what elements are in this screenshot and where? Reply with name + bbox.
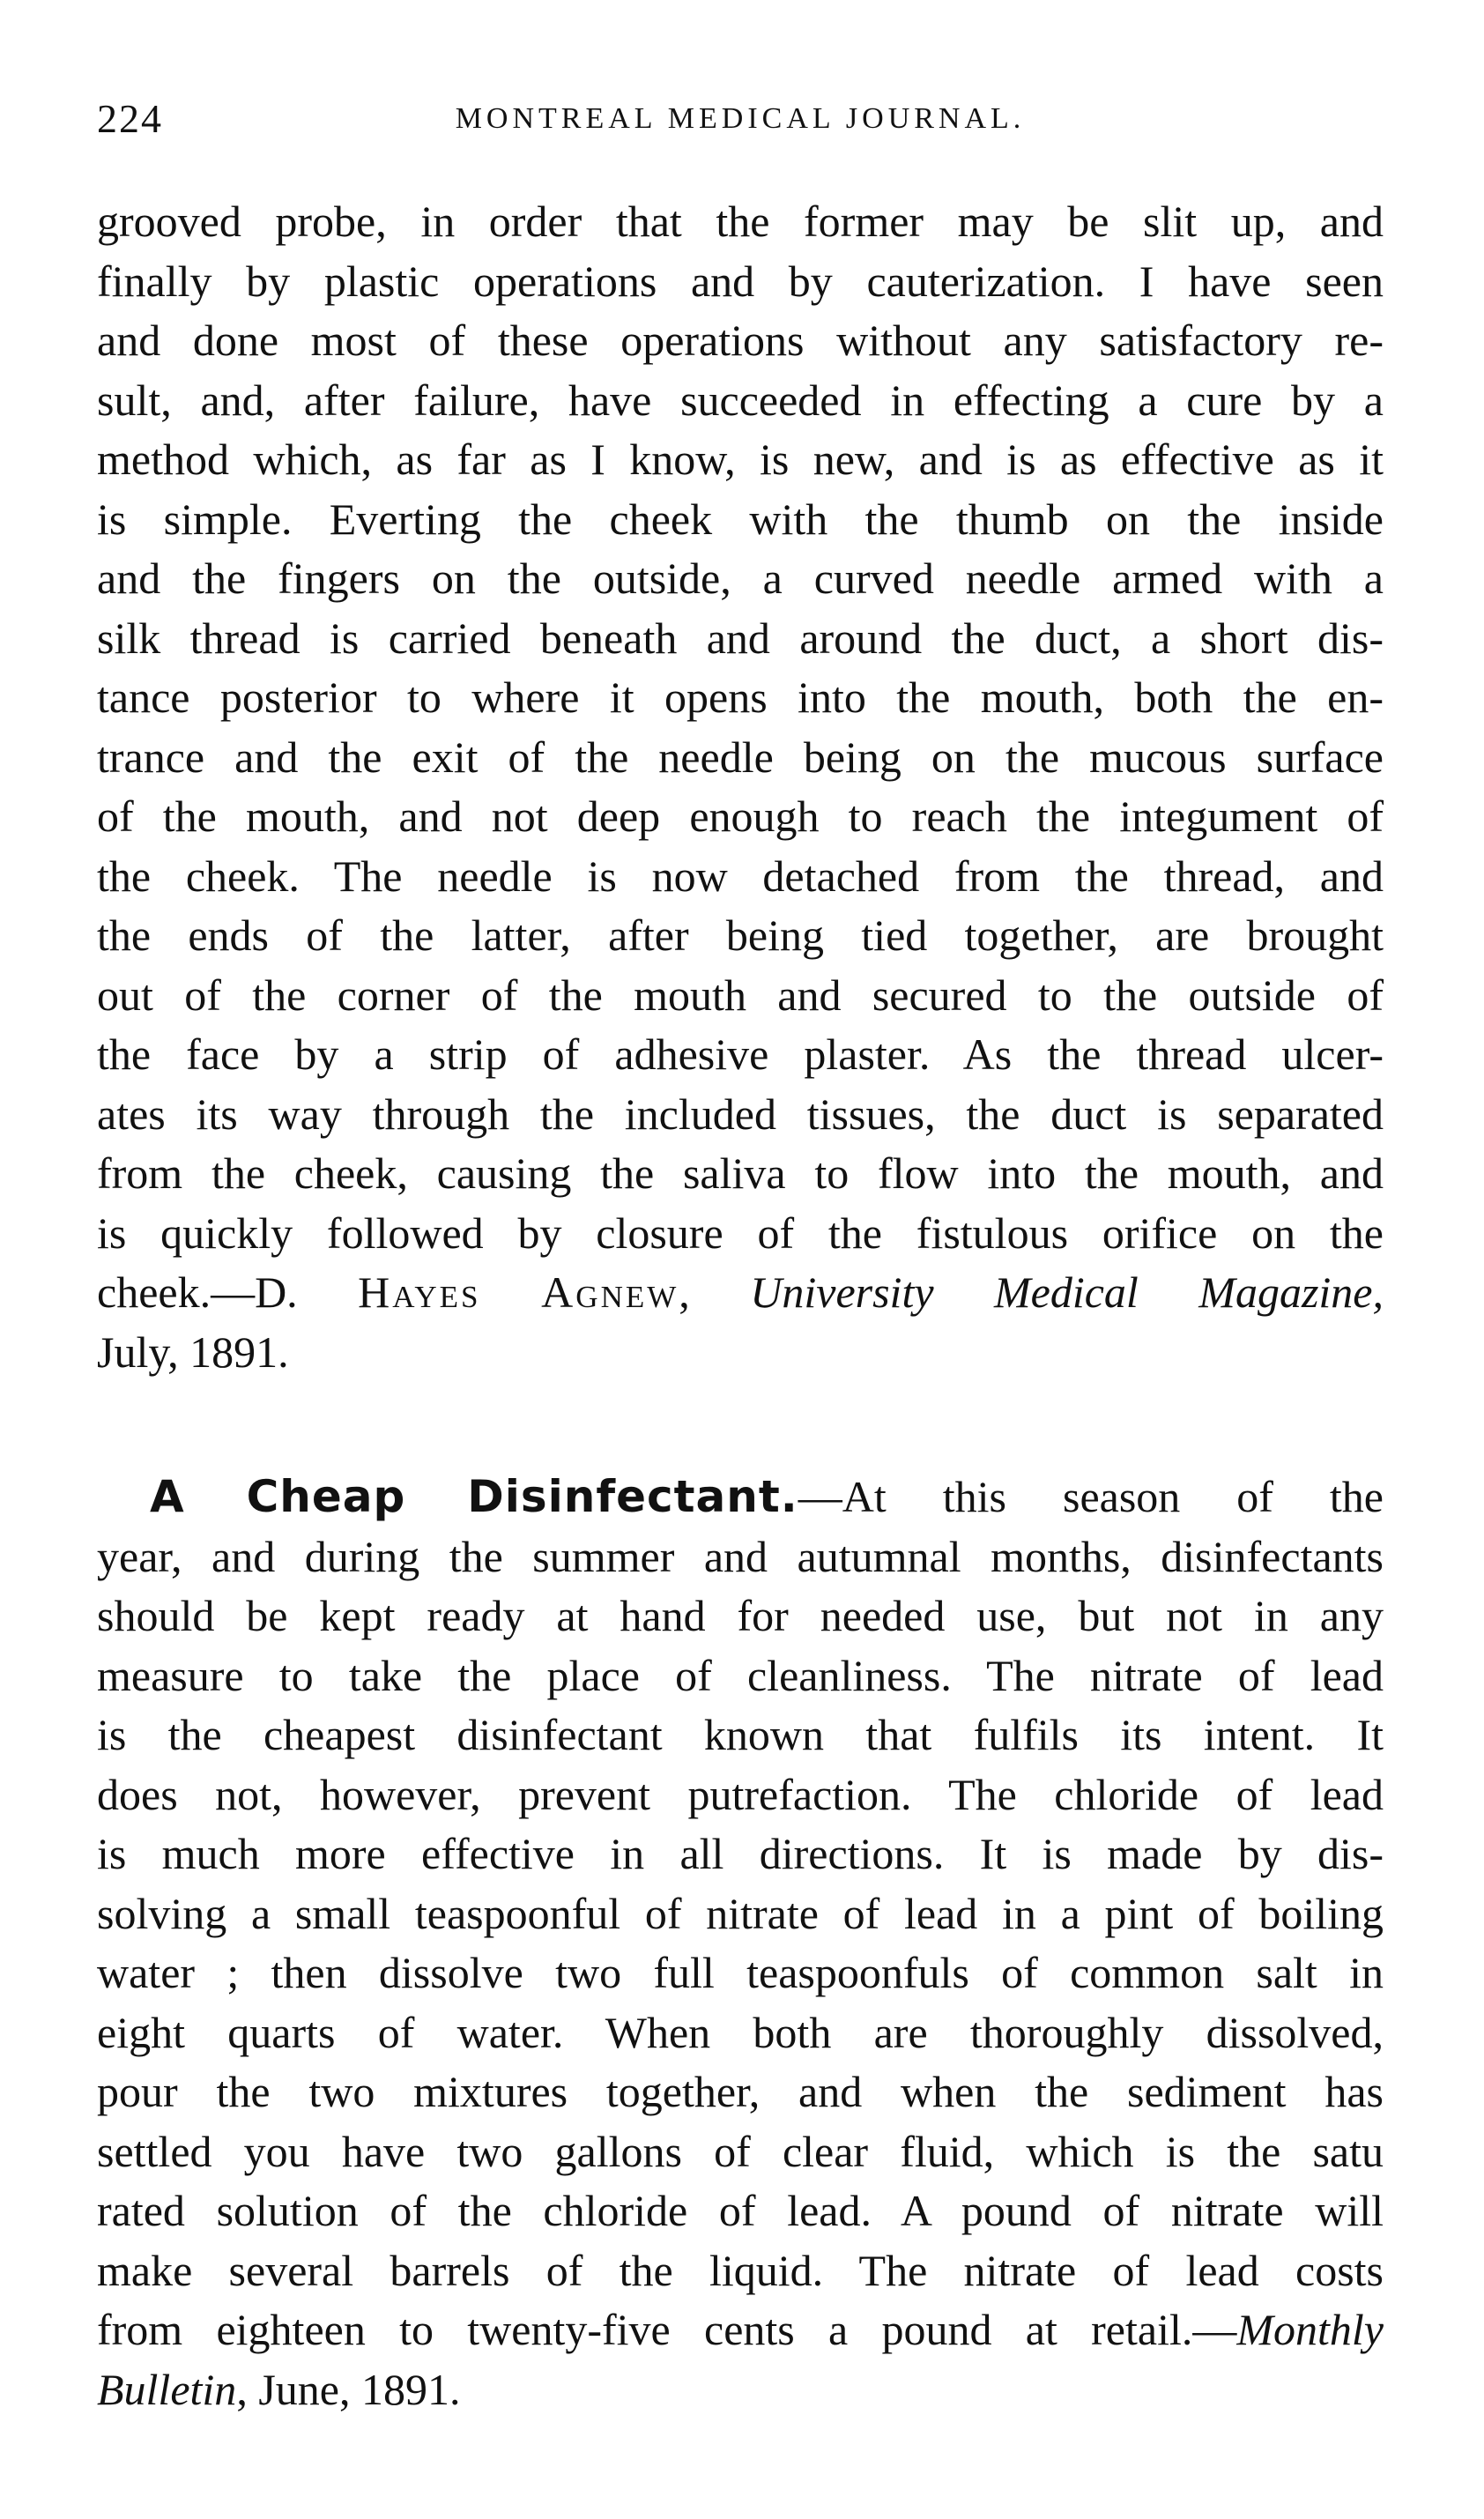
text-line: grooved probe, in order that the former may be slit up, and [97,197,1384,246]
text-line: measure to take the place of cleanliness. The nitrate of lead [97,1650,1384,1700]
page-number: 224 [97,96,163,141]
heading-line [97,1468,1384,1527]
citation-date: July, 1891. [97,1326,289,1377]
citation-source-end: Bulletin [97,2364,237,2414]
citation-line [97,2300,1384,2360]
citation-date: , June, 1891. [236,2364,461,2414]
citation-date-line [97,2360,1384,2420]
text-line: make several barrels of the liquid. The nitrate of lead costs [97,2245,1384,2295]
text-line: and the fingers on the outside, a curved needle armed with a [97,554,1384,603]
citation-line [97,1263,1384,1323]
text-line: sult, and, after failure, have succeeded in effecting a cure by a [97,375,1384,425]
citation-source-start: Monthly [1236,2305,1384,2354]
text-line: silk thread is carried beneath and around the duct, a short dis- [97,613,1384,663]
text-line: rated solution of the chloride of lead. A pound of nitrate will [97,2186,1384,2235]
page-header [97,95,1384,148]
text-line: of the mouth, and not deep enough to reach the integument of [97,791,1384,841]
text-line: solving a small teaspoonful of nitrate of lead in a pint of boiling [97,1888,1384,1938]
text-line: is the cheapest disinfectant known that fulfils its intent. It [97,1710,1384,1759]
article-title: A Cheap Disinfectant. [150,1471,798,1522]
text-line: ates its way through the included tissues, the duct is separated [97,1089,1384,1139]
text-line: the face by a strip of adhesive plaster. As the thread ulcer- [97,1029,1384,1079]
text-line: the cheek. The needle is now detached from the thread, and [97,851,1384,901]
text-line: tance posterior to where it opens into the mouth, both the en- [97,672,1384,722]
citation-source: University Medical Magazine, [750,1267,1384,1317]
citation-author: Hayes Agnew [358,1267,679,1317]
text-line: year, and during the summer and autumnal months, disinfectants [97,1531,1384,1581]
text-line: should be kept ready at hand for needed use, but not in any [97,1591,1384,1640]
text-line: is quickly followed by closure of the fistulous orifice on the [97,1207,1384,1258]
text-line: the ends of the latter, after being tied together, are brought [97,910,1384,960]
citation-comma: , [679,1267,751,1317]
citation-text: from eighteen to twenty-five cents a pound at retail.— [97,2305,1237,2354]
text-line: eight quarts of water. When both are thoroughly dissolved, [97,2007,1384,2057]
text-line: does not, however, prevent putrefaction. The chloride of lead [97,1769,1384,1819]
text-line: trance and the exit of the needle being on the mucous surface [97,732,1384,782]
text-line: settled you have two gallons of clear fluid, which is the satu [97,2126,1384,2176]
text-line: and done most of these operations without any satisfactory re- [97,316,1384,365]
citation-prefix: cheek.—D. [97,1267,359,1317]
text-line: out of the corner of the mouth and secured to the outside of [97,970,1384,1020]
text-line: finally by plastic operations and by cauterization. I have seen [97,256,1384,306]
text-line: pour the two mixtures together, and when the sediment has [97,2067,1384,2116]
text-line: water ; then dissolve two full teaspoonfuls of common salt in [97,1948,1384,1997]
article-agnew [97,192,1384,1382]
text-line: from the cheek, causing the saliva to flow into the mouth, and [97,1148,1384,1198]
text-line: is much more effective in all directions. It is made by dis- [97,1829,1384,1878]
running-title: MONTREAL MEDICAL JOURNAL. [455,102,1026,135]
article-disinfectant [97,1468,1384,2419]
text-line: is simple. Everting the cheek with the thumb on the inside [97,494,1384,544]
heading-continuation: —At this season of the [798,1472,1384,1521]
text-line: method which, as far as I know, is new, and is as effective as it [97,435,1384,484]
